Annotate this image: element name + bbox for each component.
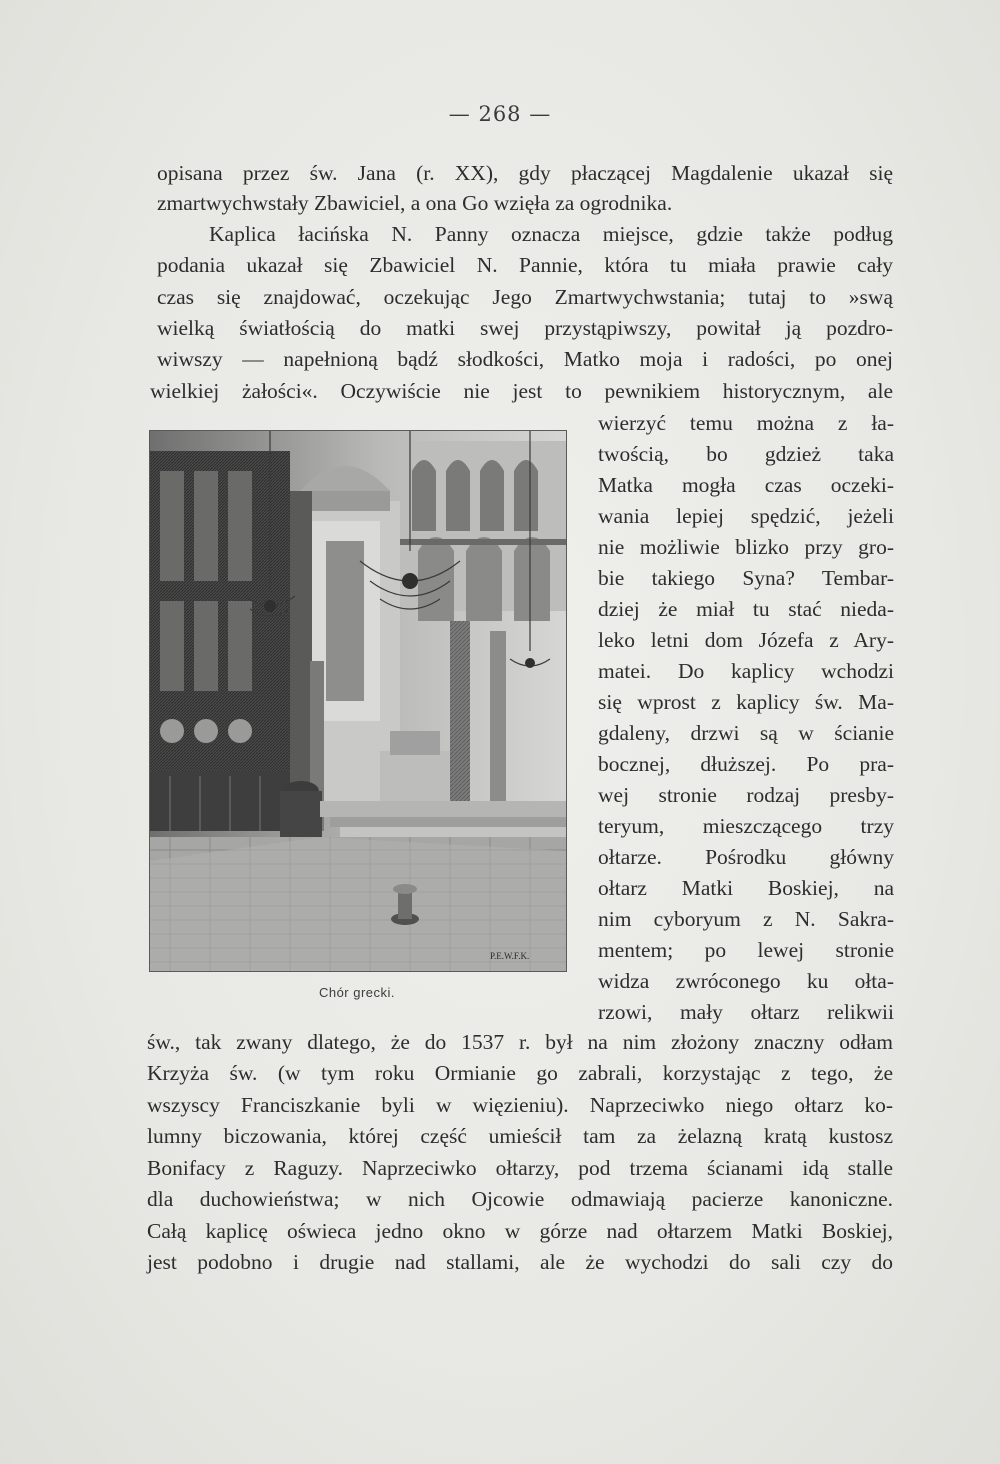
text-line: opisana przez św. Jana (r. XX), gdy płaczącej Magdalenie ukazał się xyxy=(157,161,893,185)
text-line: podania ukazał się Zbawiciel N. Pannie, która tu miała prawie cały xyxy=(157,253,893,277)
carved-stalls-left xyxy=(150,451,290,831)
text-line: wszyscy Franciszkanie byli w więzieniu). Naprzeciwko niego ołtarz ko- xyxy=(147,1093,893,1117)
side-text-line: mentem; po lewej stronie xyxy=(598,938,894,962)
side-text-line: gdaleny, drzwi są w ścianie xyxy=(598,721,894,745)
side-text-line: bie takiego Syna? Tembar- xyxy=(598,566,894,590)
text-line: Krzyża św. (w tym roku Ormianie go zabrali, korzystając z tego, że xyxy=(147,1061,893,1085)
illustration-greek-choir xyxy=(149,430,567,972)
side-text-line: leko letni dom Józefa z Ary- xyxy=(598,628,894,652)
text-line: lumny biczowania, której część umieścił tam za żelazną kratą kustosz xyxy=(147,1124,893,1148)
side-text-line: bocznej, dłuższej. Po pra- xyxy=(598,752,894,776)
text-line: zmartwychwstały Zbawiciel, a ona Go wzięła za ogrodnika. xyxy=(157,191,673,215)
side-text-line: nim cyboryum z N. Sakra- xyxy=(598,907,894,931)
side-text-line: widza zwróconego ku ołta- xyxy=(598,969,894,993)
side-text-line: nie możliwie blizko przy gro- xyxy=(598,535,894,559)
text-line: jest podobno i drugie nad stallami, ale że wychodzi do sali czy do xyxy=(147,1250,893,1274)
side-text-line: wej stronie rodzaj presby- xyxy=(598,783,894,807)
side-text-line: dziej że miał tu stać nieda- xyxy=(598,597,894,621)
text-line: czas się znajdować, oczekując Jego Zmartwychwstania; tutaj to »swą xyxy=(157,285,893,309)
side-text-line: matei. Do kaplicy wchodzi xyxy=(598,659,894,683)
text-line: wielkiej żałości«. Oczywiście nie jest to pewnikiem historycznym, ale xyxy=(150,379,893,403)
text-line: wielką światłością do matki swej przystąpiwszy, powitał ją pozdro- xyxy=(157,316,893,340)
figure-caption: Chór grecki. xyxy=(318,985,396,1000)
text-line: Kaplica łacińska N. Panny oznacza miejsce, gdzie także podług xyxy=(209,222,893,246)
text-line: Bonifacy z Raguzy. Naprzeciwko ołtarzy, pod trzema ścianami idą stalle xyxy=(147,1156,893,1180)
side-text-line: Matka mogła czas oczeki- xyxy=(598,473,894,497)
side-text-line: ołtarze. Pośrodku główny xyxy=(598,845,894,869)
text-line: Całą kaplicę oświeca jedno okno w górze nad ołtarzem Matki Boskiej, xyxy=(147,1219,893,1243)
engraver-mark: P.E.W.F.K. xyxy=(490,951,530,961)
side-text-line: twością, bo gdzież taka xyxy=(598,442,894,466)
side-text-line: się wprost z kaplicy św. Ma- xyxy=(598,690,894,714)
text-line: wiwszy — napełnioną bądź słodkości, Matko moja i radości, po onej xyxy=(157,347,893,371)
side-text-line: ołtarz Matki Boskiej, na xyxy=(598,876,894,900)
side-text-line: teryum, mieszczącego trzy xyxy=(598,814,894,838)
text-line: dla duchowieństwa; w nich Ojcowie odmawiają pacierze kanoniczne. xyxy=(147,1187,893,1211)
side-text-line: wierzyć temu można z ła- xyxy=(598,411,894,435)
side-text-line: rzowi, mały ołtarz relikwii xyxy=(598,1000,894,1024)
text-line: św., tak zwany dlatego, że do 1537 r. był na nim złożony znaczny odłam xyxy=(147,1030,893,1054)
page-number: — 268 — xyxy=(448,102,552,126)
side-text-line: wania lepiej spędzić, jeżeli xyxy=(598,504,894,528)
